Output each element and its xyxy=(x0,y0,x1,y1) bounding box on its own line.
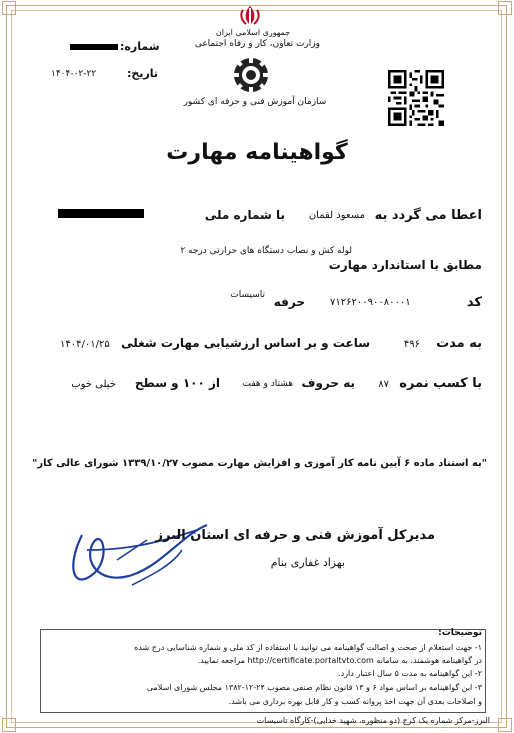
country-name: جمهوری اسلامی ایران xyxy=(215,28,291,37)
standard-name: لوله کش و نصاب دستگاه های حرارتی درجه ۲ xyxy=(180,246,352,256)
footer-center-info: البرز-مرکز شماره یک کرج (دو منظوره، شهید خدایی)-کارگاه تاسیسات xyxy=(256,716,490,725)
score-words: هشتاد و هفت xyxy=(242,379,293,389)
standard-label: مطابق با استاندارد مهارت xyxy=(328,258,482,272)
trade-label: حرفه xyxy=(273,295,305,309)
number-label: شماره: xyxy=(120,40,160,53)
notes-line-2-text: در گواهینامه هوشمند، به سامانه xyxy=(376,656,482,665)
out-of-label: از ۱۰۰ و سطح xyxy=(134,376,220,390)
certificate-title: گواهینامه مهارت xyxy=(166,140,348,165)
score-label: با کسب نمره xyxy=(399,376,482,391)
notes-line-2 xyxy=(44,656,482,665)
notes-line-4: ۳- این گواهینامه بر اساس مواد ۶ و ۱۳ قانون نظام صنفی مصوب ۲۴-۱۲-۱۳۸۲ مجلس شورای اسلامی xyxy=(146,683,482,692)
duration-value: ۴۹۶ xyxy=(403,339,420,350)
notes-line-5: و اصلاحات بعدی آن جهت اخذ پروانه کسب و کار قابل بهره برداری می باشد. xyxy=(228,697,482,706)
signatory-title: مدیرکل آموزش فنی و حرفه ای استان البرز xyxy=(155,528,435,543)
duration-label: به مدت xyxy=(436,336,482,351)
notes-heading: توضیحات: xyxy=(438,628,482,638)
corner-ornament xyxy=(498,718,512,732)
date-label: تاریخ: xyxy=(127,67,159,80)
corner-ornament xyxy=(498,1,512,15)
signatory-name: بهزاد غفاری بنام xyxy=(270,556,345,569)
code-value: ۷۱۲۶۲۰۰۹۰۰۸۰۰۰۱ xyxy=(330,297,411,308)
in-words-label: به حروف xyxy=(301,376,355,390)
assessment-text: ساعت و بر اساس ارزشیابی مهارت شغلی xyxy=(121,336,370,350)
national-id-label: با شماره ملی xyxy=(204,208,285,222)
redacted-national-id xyxy=(58,209,144,218)
legal-basis: "به استناد ماده ۶ آیین نامه کار آموزی و افزایش مهارت مصوب ۱۳۳۹/۱۰/۲۷ شورای عالی کار" xyxy=(32,458,487,469)
trade-value: تاسیسات xyxy=(230,290,265,300)
granted-label: اعطا می گردد به xyxy=(374,208,482,223)
certificate-portal-link[interactable]: http://certificate.portaltvto.com xyxy=(247,656,374,665)
level-value: خیلی خوب xyxy=(71,379,116,390)
qr-code-icon xyxy=(388,70,444,126)
notes-line-1: ۱- جهت استعلام از صحت و اصالت گواهینامه می توانید با استفاده از کد ملی و شماره شناسایی درج شده xyxy=(134,643,482,652)
organization-name: سازمان آموزش فنی و حرفه ای کشور xyxy=(183,97,327,107)
signature-mark xyxy=(62,505,212,605)
tvto-logo-icon xyxy=(233,57,269,93)
corner-ornament xyxy=(2,1,16,15)
redacted-number xyxy=(70,44,118,50)
score-value: ۸۷ xyxy=(378,379,389,390)
code-label: کد xyxy=(466,295,482,310)
date-value: ۱۴۰۴-۰۲-۲۲ xyxy=(51,69,97,79)
recipient-name: مسعود لقمان xyxy=(308,210,365,221)
issue-date: ۱۴۰۴/۰۱/۲۵ xyxy=(60,339,110,350)
ministry-name: وزارت تعاون، کار و رفاه اجتماعی xyxy=(194,39,320,49)
corner-ornament xyxy=(2,718,16,732)
notes-line-3: ۲- این گواهینامه به مدت ۵ سال اعتبار دارد. xyxy=(338,669,482,678)
notes-line-2-suffix: مراجعه نمایید. xyxy=(197,656,245,665)
iran-emblem-icon xyxy=(237,4,263,28)
